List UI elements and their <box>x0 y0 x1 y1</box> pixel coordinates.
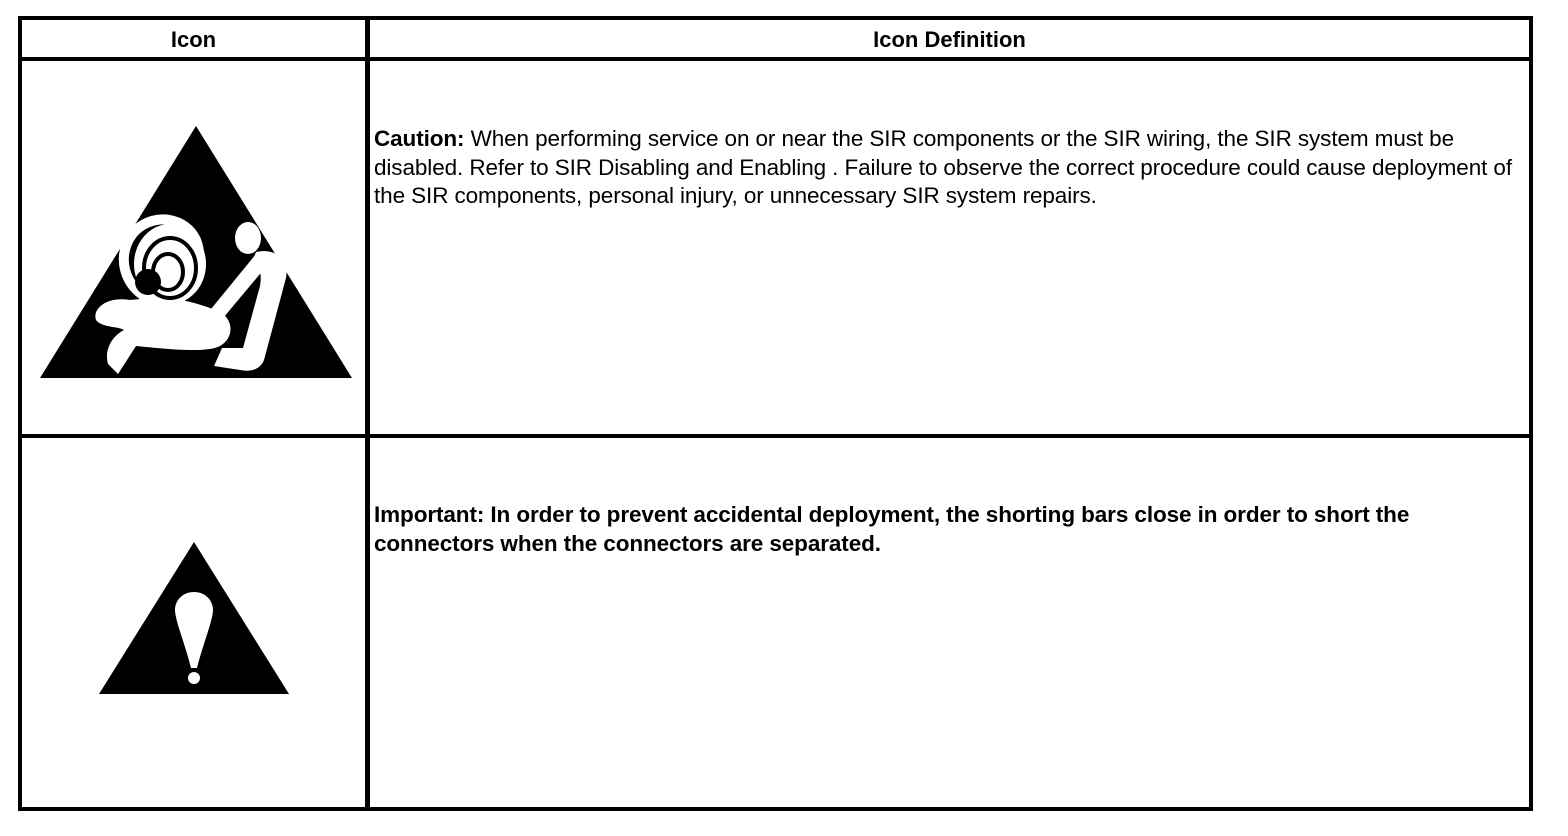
row-divider <box>22 434 1529 438</box>
header-icon-column: Icon <box>170 27 217 52</box>
sir-airbag-warning-icon <box>38 122 354 378</box>
icon-definition-table <box>18 16 1533 811</box>
caution-label: Caution: <box>374 126 465 151</box>
exclamation-warning-icon <box>97 540 291 696</box>
caution-text: When performing service on or near the SIR components or the SIR wiring, the SIR system must be disabled. Refer to SIR Disabling and Enabling . Failure to observe the correct procedure could cause deployment of the SIR components, personal injury, or unnecessary SIR system repairs. <box>374 126 1513 208</box>
column-divider <box>365 20 370 807</box>
header-definition-column: Icon Definition <box>873 27 1026 52</box>
caution-definition <box>374 125 1524 211</box>
important-definition: Important: In order to prevent accidental deployment, the shorting bars close in order to short the connectors when the connectors are separated. <box>374 502 1410 556</box>
header-divider <box>22 57 1529 61</box>
